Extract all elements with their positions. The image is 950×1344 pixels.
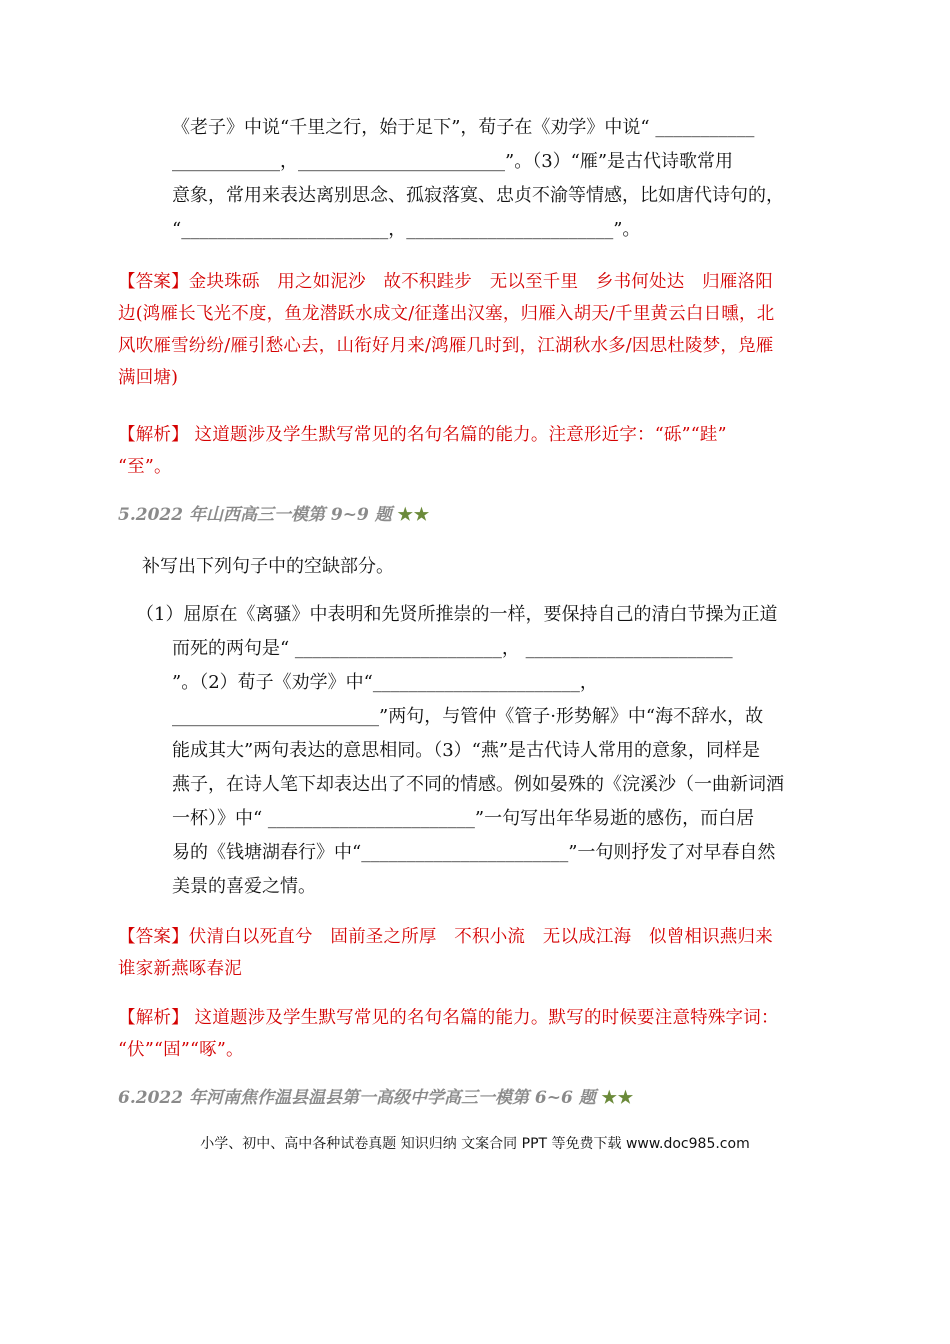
text-line: 意象，常用来表达离别思念、孤寂落寞、忠贞不渝等情感，比如唐代诗句的， [172,185,784,206]
answer-line: 谁家新燕啄春泥 [118,959,242,979]
text-line: _______________________”两句，与管仲《管子·形势解》中“海不辞水，故 [172,706,764,727]
answer-line: 【答案】伏清白以死直兮 固前圣之所厚 不积小流 无以成江海 似曾相识燕归来 [118,927,773,947]
answer-line: 风吹雁雪纷纷/雁引愁心去，山衔好月来/鸿雁几时到，江湖秋水多/因思杜陵梦，凫雁 [118,336,774,356]
analysis-line: “伏”“固”“啄”。 [118,1040,244,1060]
page-footer: 小学、初中、高中各种试卷真题 知识归纳 文案合同 PPT 等免费下载 www.doc985.com [200,1136,750,1152]
analysis-line: 【解析】 这道题涉及学生默写常见的名句名篇的能力。默写的时候要注意特殊字词： [118,1008,779,1028]
question-heading [118,503,430,527]
text-line: ____________，_______________________”。（3）“雁”是古代诗歌常用 [172,151,734,172]
answer-line: 【答案】金块珠砾 用之如泥沙 故不积跬步 无以至千里 乡书何处达 归雁洛阳 [118,272,773,292]
text-line: 易的《钱塘湖春行》中“_______________________”一句则抒发了对早春自然 [172,842,776,863]
text-line: 美景的喜爱之情。 [172,876,316,897]
answer-line: 边(鸿雁长飞光不度，鱼龙潜跃水成文/征蓬出汉塞，归雁入胡天/千里黄云白日曛，北 [118,304,775,324]
question-heading [118,1086,634,1110]
text-line: 《老子》中说“千里之行，始于足下”，荀子在《劝学》中说“ ___________ [172,117,755,138]
text-line: 一杯）》中“ _______________________”一句写出年华易逝的感伤，而白居 [172,808,755,829]
star-rating-icon: ★★ [601,1088,635,1108]
text-line: ”。（2）荀子《劝学》中“_______________________， [172,672,598,693]
text-line: 能成其大”两句表达的意思相同。（3）“燕”是古代诗人常用的意象，同样是 [172,740,761,761]
analysis-line: 【解析】 这道题涉及学生默写常见的名句名篇的能力。注意形近字：“砾”“跬” [118,425,727,445]
analysis-line: “至”。 [118,457,172,477]
text-line: 而死的两句是“ _______________________， _______________________ [172,638,733,659]
text-line: （1）屈原在《离骚》中表明和先贤所推崇的一样，要保持自己的清白节操为正道 [136,604,778,625]
text-line: 燕子，在诗人笔下却表达出了不同的情感。例如晏殊的《浣溪沙（一曲新词酒 [172,774,784,795]
star-rating-icon: ★★ [397,505,431,525]
answer-line: 满回塘) [118,368,179,388]
text-line: “_______________________，_______________________”。 [172,219,641,240]
question-intro: 补写出下列句子中的空缺部分。 [142,556,394,577]
heading-text: 6.2022 年河南焦作温县温县第一高级中学高三一模第 6~6 题 [118,1088,596,1108]
heading-text: 5.2022 年山西高三一模第 9~9 题 [118,505,392,525]
